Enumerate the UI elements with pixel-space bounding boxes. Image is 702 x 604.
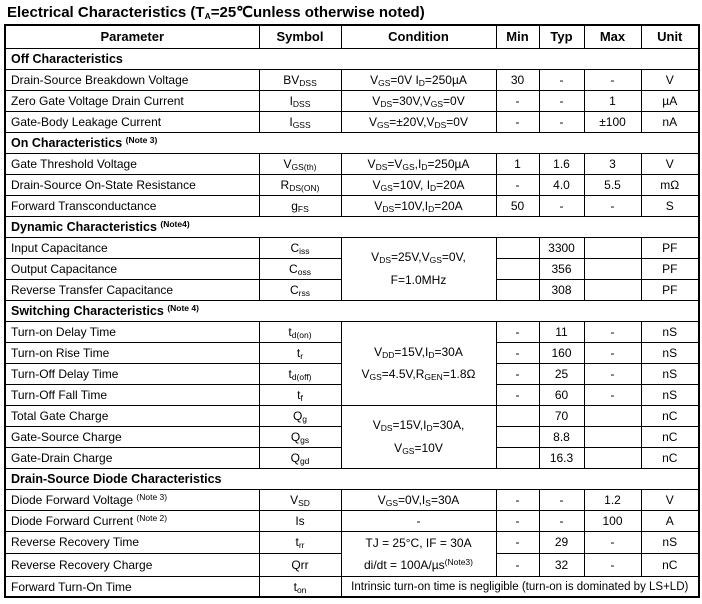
typ-cell: 11 <box>539 321 584 342</box>
table-row <box>5 195 699 216</box>
typ-cell: - <box>539 489 584 510</box>
min-cell <box>496 405 539 426</box>
max-cell <box>584 426 641 447</box>
symbol-cell: $I_{DSS}$ <box>259 90 341 111</box>
max-cell <box>584 405 641 426</box>
typ-cell: 29 <box>539 531 584 554</box>
unit-cell: V <box>641 489 699 510</box>
symbol-cell: $t_{d(on)}$ <box>259 321 341 342</box>
col-header-typ: Typ <box>539 25 584 48</box>
parameter-cell: Drain-Source Breakdown Voltage <box>5 69 259 90</box>
min-cell: - <box>496 531 539 554</box>
parameter-cell: Gate-Drain Charge <box>5 447 259 468</box>
condition-cell: $V_{DS}=30V,V_{GS}=0V$ <box>341 90 496 111</box>
min-cell: 30 <box>496 69 539 90</box>
max-cell <box>584 258 641 279</box>
max-cell: - <box>584 554 641 577</box>
min-cell: - <box>496 342 539 363</box>
unit-cell: PF <box>641 237 699 258</box>
symbol-cell: $Q_{gs}$ <box>259 426 341 447</box>
section-row <box>5 216 699 237</box>
max-cell: 100 <box>584 510 641 531</box>
parameter-cell: Total Gate Charge <box>5 405 259 426</box>
condition-cell: $V_{DS}=10V,I_D=20A$ <box>341 195 496 216</box>
symbol-cell: $t_{rr}$ <box>259 531 341 554</box>
section-label: Dynamic Characteristics $^{(Note4)}$ <box>5 216 699 237</box>
max-cell: 1.2 <box>584 489 641 510</box>
parameter-cell: Gate-Body Leakage Current <box>5 111 259 132</box>
symbol-cell: Qrr <box>259 554 341 577</box>
characteristics-table <box>4 24 700 598</box>
unit-cell: nC <box>641 426 699 447</box>
typ-cell: - <box>539 510 584 531</box>
parameter-cell: Turn-on Rise Time <box>5 342 259 363</box>
page-title: Electrical Characteristics ($T_A=25℃unless$ otherwise noted) <box>7 4 425 21</box>
table-body <box>5 48 699 597</box>
symbol-cell: $C_{rss}$ <box>259 279 341 300</box>
table-row <box>5 174 699 195</box>
unit-cell: PF <box>641 258 699 279</box>
col-header-unit: Unit <box>641 25 699 48</box>
parameter-cell: Input Capacitance <box>5 237 259 258</box>
typ-cell: 308 <box>539 279 584 300</box>
parameter-cell: Output Capacitance <box>5 258 259 279</box>
section-label: Switching Characteristics $^{(Note 4)}$ <box>5 300 699 321</box>
typ-cell: 160 <box>539 342 584 363</box>
section-row <box>5 468 699 489</box>
condition-cell: - <box>341 510 496 531</box>
condition-cell: $V_{DS}=15V,I_D=30A$, $V_{GS}=10V$ <box>341 405 496 468</box>
unit-cell: mΩ <box>641 174 699 195</box>
max-cell: - <box>584 384 641 405</box>
min-cell <box>496 426 539 447</box>
section-label: Drain-Source Diode Characteristics <box>5 468 699 489</box>
typ-cell: 3300 <box>539 237 584 258</box>
typ-cell: 70 <box>539 405 584 426</box>
min-cell: 50 <box>496 195 539 216</box>
min-cell: - <box>496 384 539 405</box>
table-row <box>5 153 699 174</box>
unit-cell: nC <box>641 554 699 577</box>
unit-cell: nS <box>641 321 699 342</box>
max-cell: 5.5 <box>584 174 641 195</box>
col-header-max: Max <box>584 25 641 48</box>
typ-cell: 356 <box>539 258 584 279</box>
min-cell: - <box>496 321 539 342</box>
parameter-cell: Forward Turn-On Time <box>5 576 259 597</box>
min-cell <box>496 258 539 279</box>
unit-cell: A <box>641 510 699 531</box>
symbol-cell: $t_r$ <box>259 342 341 363</box>
symbol-cell: Is <box>259 510 341 531</box>
unit-cell: nS <box>641 531 699 554</box>
col-header-symbol: Symbol <box>259 25 341 48</box>
typ-cell: 25 <box>539 363 584 384</box>
symbol-cell: $C_{iss}$ <box>259 237 341 258</box>
unit-cell: nS <box>641 384 699 405</box>
col-header-condition: Condition <box>341 25 496 48</box>
unit-cell: nC <box>641 447 699 468</box>
max-cell: - <box>584 342 641 363</box>
symbol-cell: $g_{FS}$ <box>259 195 341 216</box>
table-row <box>5 531 699 554</box>
unit-cell: nS <box>641 342 699 363</box>
max-cell: - <box>584 363 641 384</box>
unit-cell: V <box>641 153 699 174</box>
symbol-cell: $V_{GS(th)}$ <box>259 153 341 174</box>
parameter-cell: Forward Transconductance <box>5 195 259 216</box>
max-cell: - <box>584 69 641 90</box>
table-row <box>5 489 699 510</box>
min-cell: - <box>496 510 539 531</box>
table-row <box>5 321 699 342</box>
condition-cell: $V_{DD}=15V,I_D=30A$ $V_{GS}=4.5V,R_{GEN}=1.8\Omega$ <box>341 321 496 405</box>
unit-cell: V <box>641 69 699 90</box>
table-row <box>5 576 699 597</box>
max-cell: - <box>584 531 641 554</box>
max-cell: - <box>584 195 641 216</box>
table-row <box>5 90 699 111</box>
typ-cell: 60 <box>539 384 584 405</box>
col-header-parameter: Parameter <box>5 25 259 48</box>
symbol-cell: $t_f$ <box>259 384 341 405</box>
unit-cell: S <box>641 195 699 216</box>
max-cell <box>584 237 641 258</box>
min-cell: - <box>496 363 539 384</box>
parameter-cell: Reverse Recovery Charge <box>5 554 259 577</box>
symbol-cell: $C_{oss}$ <box>259 258 341 279</box>
min-cell <box>496 447 539 468</box>
symbol-cell: $t_{d(off)}$ <box>259 363 341 384</box>
min-cell: - <box>496 111 539 132</box>
symbol-cell: $Q_g$ <box>259 405 341 426</box>
parameter-cell: Gate Threshold Voltage <box>5 153 259 174</box>
table-row <box>5 405 699 426</box>
parameter-cell: Turn-on Delay Time <box>5 321 259 342</box>
typ-cell: 4.0 <box>539 174 584 195</box>
max-cell <box>584 447 641 468</box>
symbol-cell: $R_{DS(ON)}$ <box>259 174 341 195</box>
parameter-cell: Diode Forward Voltage $^{(Note 3)}$ <box>5 489 259 510</box>
min-cell: - <box>496 174 539 195</box>
unit-cell: nS <box>641 363 699 384</box>
condition-cell: TJ = 25°C, IF = 30A di/dt = 100A/µs$^{(Note3)}$ <box>341 531 496 576</box>
symbol-cell: $BV_{DSS}$ <box>259 69 341 90</box>
table-header <box>5 25 699 48</box>
section-label: Off Characteristics <box>5 48 699 69</box>
typ-cell: - <box>539 111 584 132</box>
parameter-cell: Reverse Recovery Time <box>5 531 259 554</box>
table-row <box>5 111 699 132</box>
condition-cell: $V_{GS}=10V$, $I_D=20A$ <box>341 174 496 195</box>
max-cell: 1 <box>584 90 641 111</box>
condition-cell: $V_{GS}=0V$ $I_D=250\mu A$ <box>341 69 496 90</box>
min-cell <box>496 279 539 300</box>
min-cell: - <box>496 90 539 111</box>
unit-cell: µA <box>641 90 699 111</box>
parameter-cell: Gate-Source Charge <box>5 426 259 447</box>
unit-cell: nC <box>641 405 699 426</box>
parameter-cell: Reverse Transfer Capacitance <box>5 279 259 300</box>
typ-cell: 8.8 <box>539 426 584 447</box>
section-row <box>5 132 699 153</box>
section-label: On Characteristics $^{(Note 3)}$ <box>5 132 699 153</box>
typ-cell: 16.3 <box>539 447 584 468</box>
unit-cell: nA <box>641 111 699 132</box>
condition-cell: $V_{DS}=25V,V_{GS}=0V$, F=1.0MHz <box>341 237 496 300</box>
parameter-cell: Turn-Off Delay Time <box>5 363 259 384</box>
min-cell <box>496 237 539 258</box>
symbol-cell: $t_{on}$ <box>259 576 341 597</box>
condition-cell: $V_{GS}=\pm 20V,V_{DS}=0V$ <box>341 111 496 132</box>
typ-cell: 32 <box>539 554 584 577</box>
parameter-cell: Drain-Source On-State Resistance <box>5 174 259 195</box>
condition-cell: $V_{DS}=V_{GS},I_D=250\mu A$ <box>341 153 496 174</box>
min-cell: - <box>496 554 539 577</box>
section-row <box>5 48 699 69</box>
max-cell <box>584 279 641 300</box>
min-cell: - <box>496 489 539 510</box>
parameter-cell: Zero Gate Voltage Drain Current <box>5 90 259 111</box>
parameter-cell: Diode Forward Current $^{(Note 2)}$ <box>5 510 259 531</box>
typ-cell: - <box>539 90 584 111</box>
table-row <box>5 510 699 531</box>
table-row <box>5 69 699 90</box>
max-cell: - <box>584 321 641 342</box>
typ-cell: - <box>539 69 584 90</box>
min-cell: 1 <box>496 153 539 174</box>
header-row <box>5 25 699 48</box>
max-cell: ±100 <box>584 111 641 132</box>
max-cell: 3 <box>584 153 641 174</box>
col-header-min: Min <box>496 25 539 48</box>
table-row <box>5 237 699 258</box>
typ-cell: - <box>539 195 584 216</box>
condition-cell: Intrinsic turn-on time is negligible (turn-on is dominated by LS+LD) <box>341 576 699 597</box>
typ-cell: 1.6 <box>539 153 584 174</box>
unit-cell: PF <box>641 279 699 300</box>
symbol-cell: $I_{GSS}$ <box>259 111 341 132</box>
section-row <box>5 300 699 321</box>
symbol-cell: $Q_{gd}$ <box>259 447 341 468</box>
condition-cell: $V_{GS}=0V,I_S=30A$ <box>341 489 496 510</box>
symbol-cell: $V_{SD}$ <box>259 489 341 510</box>
parameter-cell: Turn-Off Fall Time <box>5 384 259 405</box>
